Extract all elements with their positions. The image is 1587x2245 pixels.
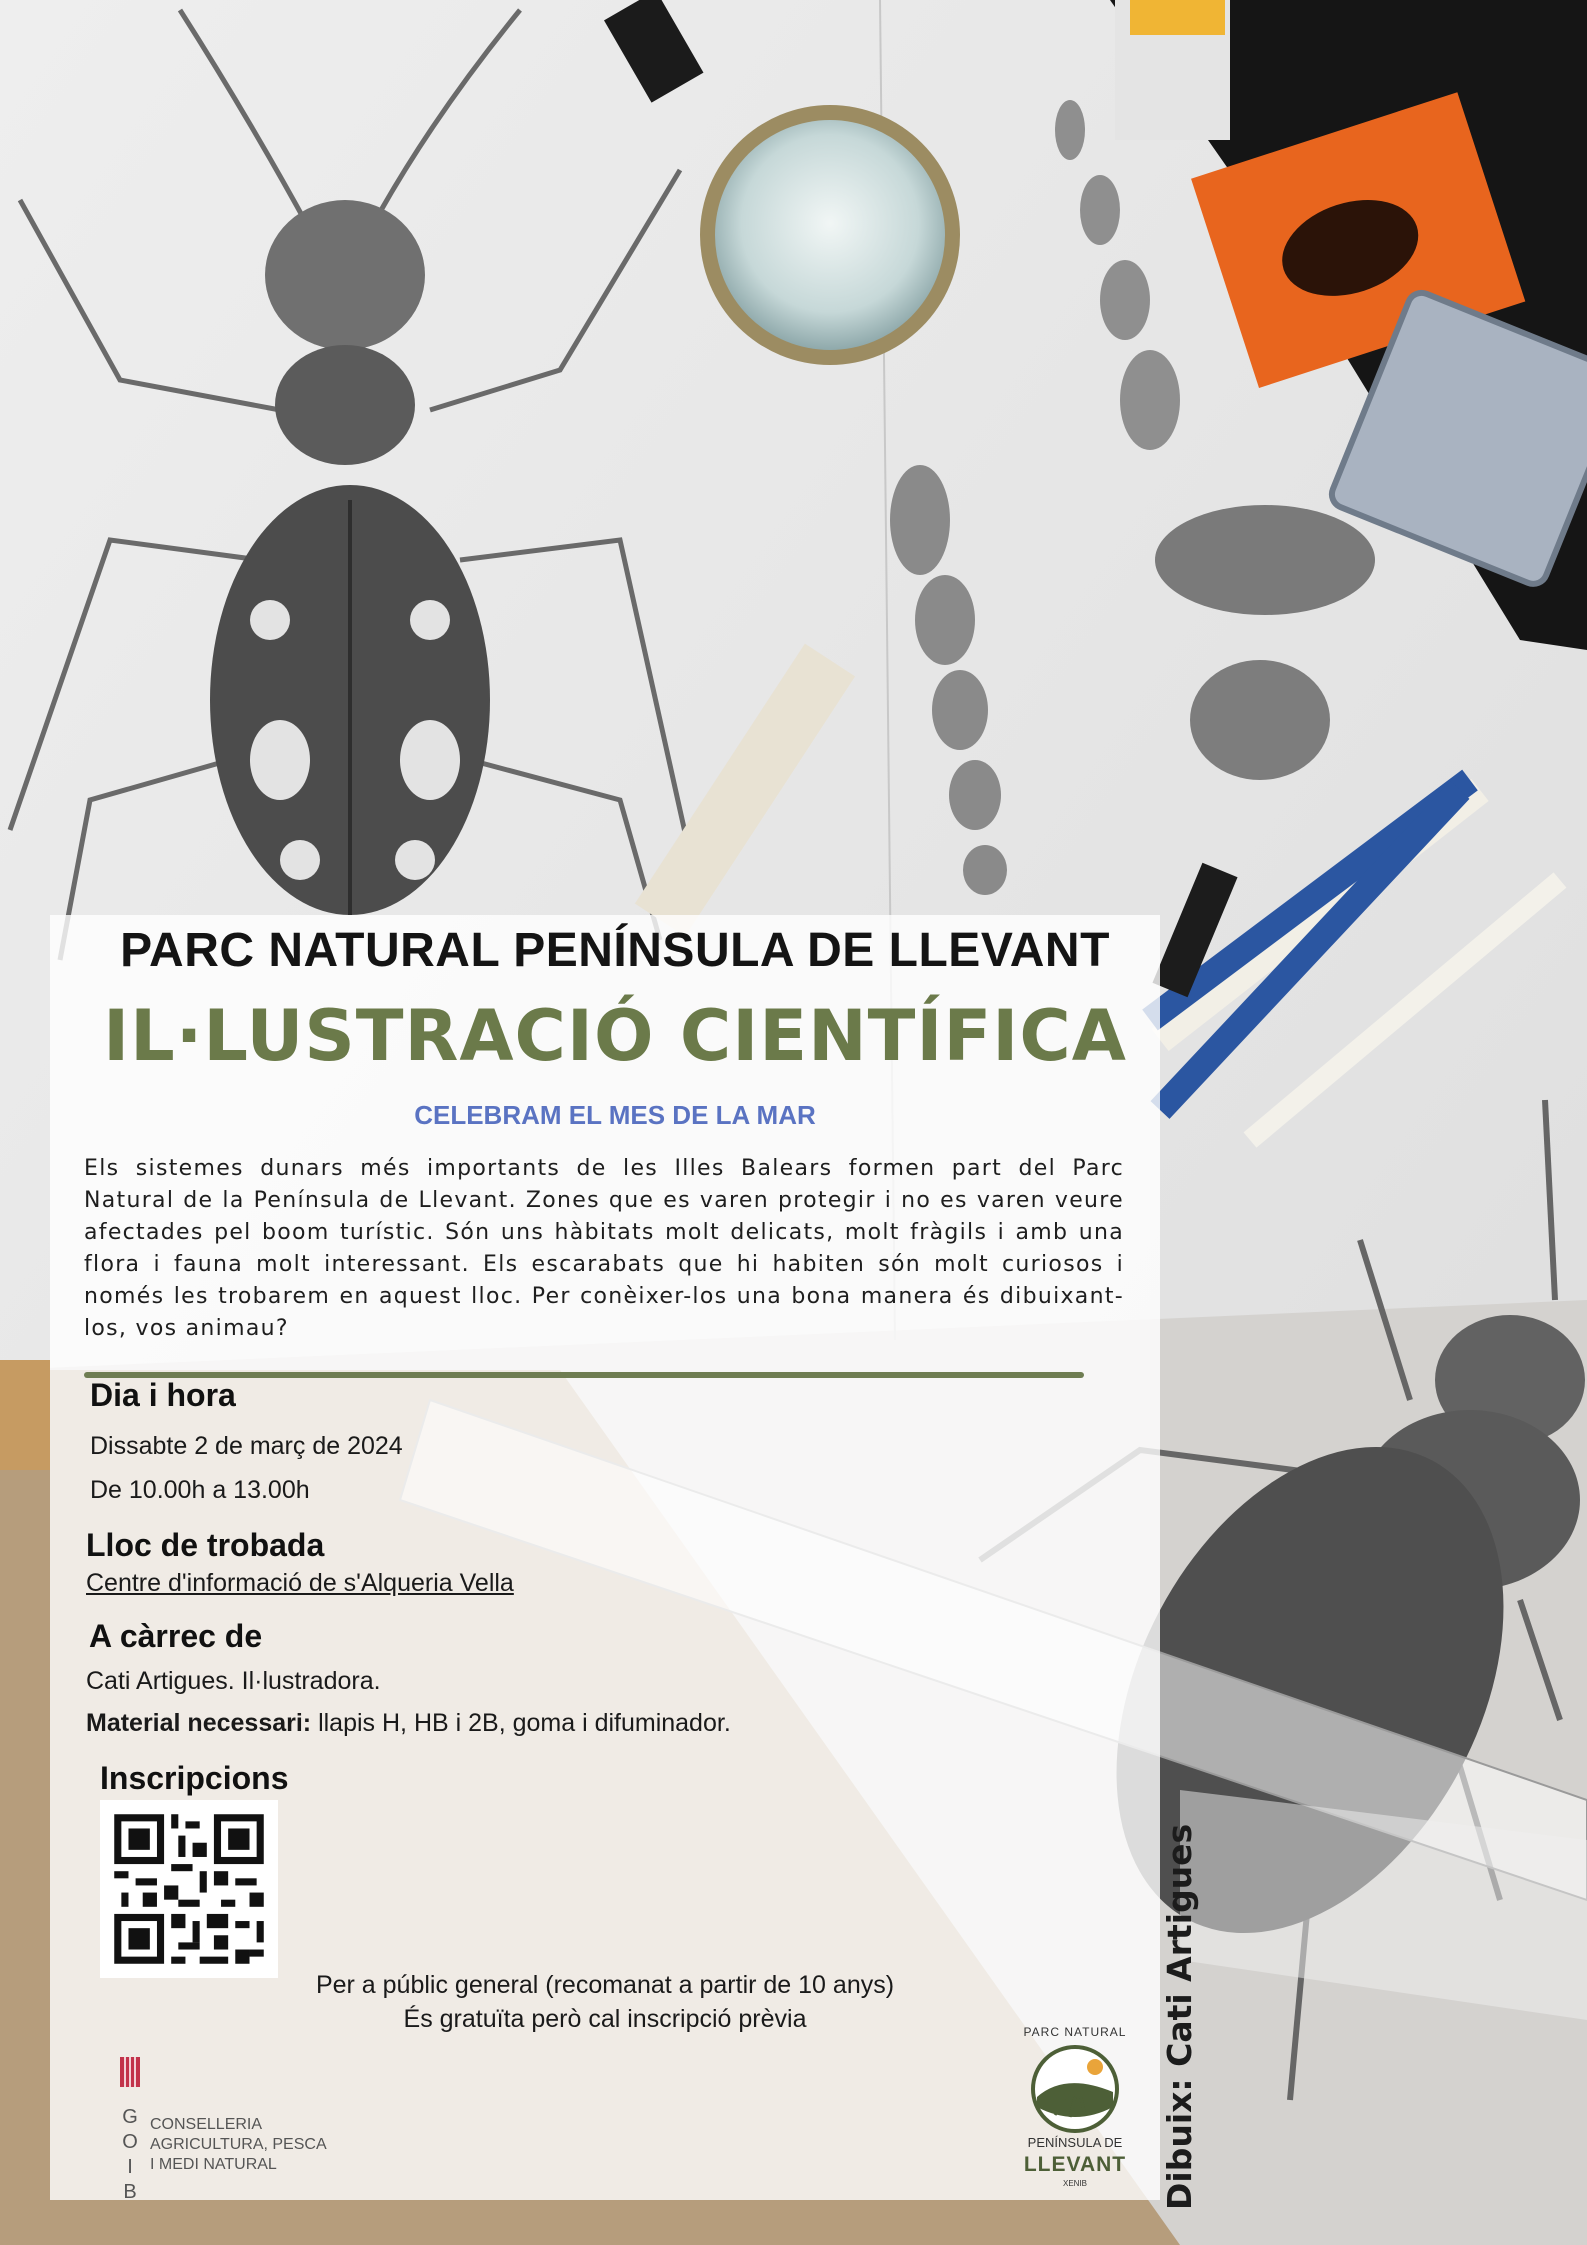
park-logo-sub-text: PENÍNSULA DE	[1027, 2135, 1123, 2150]
audience-note: Per a públic general (recomanat a partir de 10 anys)	[315, 1971, 895, 1999]
info-panel	[50, 915, 1160, 2203]
schedule-time: De 10.00h a 13.00h	[90, 1476, 310, 1504]
schedule-date: Dissabte 2 de març de 2024	[90, 1432, 403, 1460]
material-label: Material necessari:	[86, 1709, 312, 1737]
meeting-heading: Lloc de trobada	[86, 1527, 325, 1563]
registration-heading: Inscripcions	[100, 1760, 289, 1796]
material-list: llapis H, HB i 2B, goma i difuminador.	[318, 1709, 731, 1737]
park-logo-small-text: XENIB	[1062, 2179, 1087, 2188]
meeting-place-link[interactable]: Centre d'informació de s'Alqueria Vella	[86, 1569, 514, 1597]
instructor-heading: A càrrec de	[89, 1618, 263, 1654]
park-peninsula-llevant-logo	[995, 2015, 1155, 2195]
park-logo-main-text: LLEVANT	[1023, 2153, 1127, 2176]
conselleria-line: CONSELLERIA	[150, 2116, 263, 2133]
schedule-heading: Dia i hora	[90, 1377, 236, 1413]
instructor-name: Cati Artigues. Il·lustradora.	[86, 1667, 381, 1695]
goib-letters	[115, 2105, 145, 2205]
qr-code-graphic	[100, 1800, 278, 1978]
conselleria-name	[150, 2115, 350, 2175]
free-registration-note: És gratuïta però cal inscripció prèvia	[403, 2005, 807, 2033]
conselleria-line: I MEDI NATURAL	[150, 2156, 277, 2173]
registration-qr-code[interactable]	[100, 1800, 278, 1978]
park-emblem-icon	[995, 2037, 1155, 2137]
park-name-heading: PARC NATURAL PENÍNSULA DE LLEVANT	[120, 924, 1110, 977]
goib-letter: G	[122, 2106, 138, 2128]
conselleria-line: AGRICULTURA, PESCA	[150, 2136, 327, 2153]
goib-shield-icon	[115, 2055, 145, 2095]
event-title: IL·LUSTRACIÓ CIENTÍFICA	[103, 995, 1127, 1077]
goib-letter: I	[127, 2156, 133, 2178]
goib-letter: O	[122, 2131, 138, 2153]
park-logo-top-text: PARC NATURAL	[1023, 2025, 1127, 2039]
material-line	[86, 1709, 731, 1738]
event-subtitle: CELEBRAM EL MES DE LA MAR	[414, 1100, 816, 1130]
illustration-credit: Dibuix: Cati Artigues	[1160, 1823, 1199, 2210]
goib-letter: B	[123, 2181, 137, 2203]
intro-paragraph: Els sistemes dunars més importants de les Illes Balears formen part del Parc Natural de la Península de Llevant. Zones que es varen protegir i no es varen veure afectades pel boom turístic. Són uns hàbitats molt delicats, molt fràgils i amb una flora i fauna molt interessant. Els escarabats que hi habiten són molt curiosos i només les trobarem en aquest lloc. Per conèixer-los una bona manera és dibuixant-los, vos animau?	[84, 1156, 1124, 1341]
